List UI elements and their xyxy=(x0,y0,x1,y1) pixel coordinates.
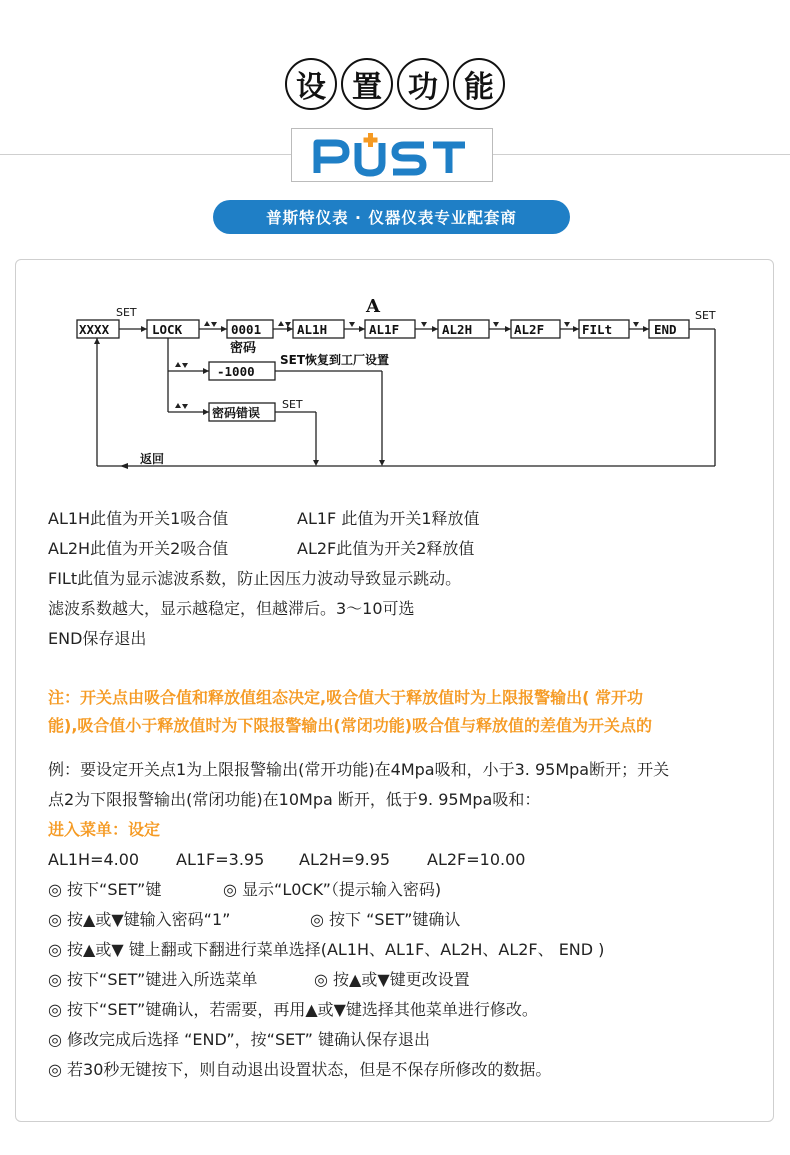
title-char: 置 xyxy=(341,58,393,110)
logo-text: PUST xyxy=(292,129,295,130)
value-al2h: AL2H=9.95 xyxy=(299,850,391,869)
return-label: 返回 xyxy=(140,452,165,466)
example-line-2: 点2为下限报警输出(常闭功能)在10Mpa 断开，低于9. 95Mpa吸和： xyxy=(48,790,541,809)
step-1a: ◎ 按下“SET”键 xyxy=(48,880,162,899)
reset-note: SET恢复到工厂设置 xyxy=(280,353,390,367)
desc-al1h: AL1H此值为开关1吸合值 xyxy=(48,509,229,528)
note-line-1: 注：开关点由吸合值和释放值组态决定,吸合值大于释放值时为上限报警输出( 常开功 xyxy=(48,688,643,707)
flow-box-0001: 0001 xyxy=(231,322,262,337)
flow-box-end: END xyxy=(654,322,677,337)
value-al1h: AL1H=4.00 xyxy=(48,850,140,869)
step-2 xyxy=(48,905,460,935)
value-al2f: AL2F=10.00 xyxy=(427,850,526,869)
example-values xyxy=(48,845,525,875)
step-1 xyxy=(48,875,441,905)
flow-box-xxxx: XXXX xyxy=(79,322,110,337)
flow-box-al1f: AL1F xyxy=(369,322,400,337)
menu-flow-diagram xyxy=(60,290,730,480)
step-2b: ◎ 按下 “SET”键确认 xyxy=(310,910,461,929)
flow-box-al2h: AL2H xyxy=(442,322,473,337)
example-line-1: 例：要设定开关点1为上限报警输出(常开功能)在4Mpa吸和，小于3. 95Mpa断开；开关 xyxy=(48,760,670,779)
menu-heading: 进入菜单：设定 xyxy=(48,820,161,839)
flow-box-lock: LOCK xyxy=(152,322,183,337)
flow-box-al1h: AL1H xyxy=(297,322,328,337)
reset-value: -1000 xyxy=(217,364,255,379)
flow-box-filt: FILt xyxy=(582,322,613,337)
title-char: 能 xyxy=(453,58,505,110)
page-title xyxy=(0,58,790,110)
title-char: 设 xyxy=(285,58,337,110)
title-char: 功 xyxy=(397,58,449,110)
desc-al2 xyxy=(48,534,474,564)
desc-al2h: AL2H此值为开关2吸合值 xyxy=(48,539,229,558)
step-5: ◎ 按下“SET”键确认，若需要，再用▲或▼键选择其他菜单进行修改。 xyxy=(48,1000,538,1019)
diagram-label-a: A xyxy=(366,296,380,317)
desc-al1f: AL1F 此值为开关1释放值 xyxy=(297,509,480,528)
desc-filt: FILt此值为显示滤波系数，防止因压力波动导致显示跳动。 xyxy=(48,569,462,588)
password-label: 密码 xyxy=(230,341,257,356)
note-line-2: 能),吸合值小于释放值时为下限报警输出(常闭功能)吸合值与释放值的差值为开关点的 xyxy=(48,716,653,735)
desc-al2f: AL2F此值为开关2释放值 xyxy=(297,539,475,558)
step-2a: ◎ 按▲或▼键输入密码“1” xyxy=(48,910,231,929)
step-3: ◎ 按▲或▼ 键上翻或下翻进行菜单选择(AL1H、AL1F、AL2H、AL2F、 END ) xyxy=(48,940,605,959)
desc-filt-range: 滤波系数越大，显示越稳定，但越滞后。3～10可选 xyxy=(48,599,415,618)
desc-al1 xyxy=(48,504,480,534)
pust-logo xyxy=(291,128,493,182)
value-al1f: AL1F=3.95 xyxy=(176,850,265,869)
flow-box-al2f: AL2F xyxy=(514,322,545,337)
step-1b: ◎ 显示“L0CK”（提示输入密码) xyxy=(223,880,442,899)
set-label: SET xyxy=(282,398,303,411)
desc-end: END保存退出 xyxy=(48,629,147,648)
tagline-banner: 普斯特仪表 · 仪器仪表专业配套商 xyxy=(213,200,570,234)
step-6: ◎ 修改完成后选择 “END”，按“SET” 键确认保存退出 xyxy=(48,1030,431,1049)
set-label: SET xyxy=(116,306,137,319)
step-4a: ◎ 按下“SET”键进入所选菜单 xyxy=(48,970,258,989)
set-label: SET xyxy=(695,309,716,322)
step-4b: ◎ 按▲或▼键更改设置 xyxy=(314,970,470,989)
step-4 xyxy=(48,965,470,995)
password-error-label: 密码错误 xyxy=(212,406,261,420)
step-7: ◎ 若30秒无键按下，则自动退出设置状态，但是不保存所修改的数据。 xyxy=(48,1060,552,1079)
